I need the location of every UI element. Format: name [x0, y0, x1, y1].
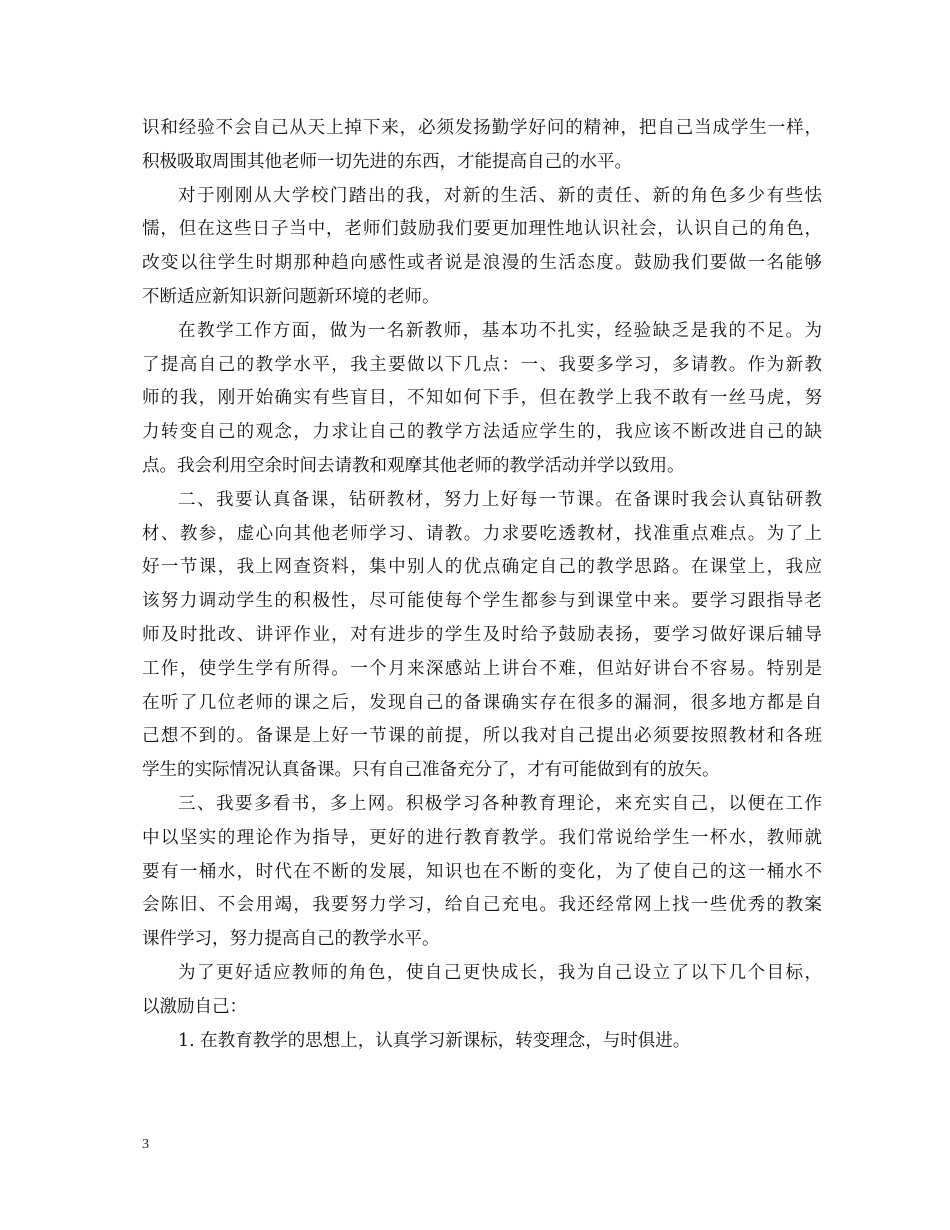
text-line: 不断适应新知识新问题新环境的老师。 — [142, 286, 440, 307]
text-line: 了提高自己的教学水平，我主要做以下几点：一、我要多学习，多请教。作为新教 — [142, 354, 822, 375]
text-line: 中以坚实的理论作为指导，更好的进行教育教学。我们常说给学生一杯水，教师就 — [142, 827, 822, 848]
text-line: 好一节课，我上网查资料，集中别人的优点确定自己的教学思路。在课堂上，我应 — [142, 557, 822, 578]
text-line: 在教学工作方面，做为一名新教师，基本功不扎实，经验缺乏是我的不足。为 — [178, 320, 822, 341]
text-line: 懦，但在这些日子当中，老师们鼓励我们要更加理性地认识社会，认识自己的角色， — [142, 219, 822, 240]
text-line: 改变以往学生时期那种趋向感性或者说是浪漫的生活态度。鼓励我们要做一名能够 — [142, 253, 822, 274]
text-line: 在听了几位老师的课之后，发现自己的备课确实存在很多的漏洞，很多地方都是自 — [142, 692, 822, 713]
text-line: 要有一桶水，时代在不断的发展，知识也在不断的变化，为了使自己的这一桶水不 — [142, 861, 822, 882]
text-line: 己想不到的。备课是上好一节课的前提，所以我对自己提出必须要按照教材和各班 — [142, 726, 822, 747]
text-line: 工作，使学生学有所得。一个月来深感站上讲台不难，但站好讲台不容易。特别是 — [142, 658, 822, 679]
text-line: 师的我，刚开始确实有些盲目，不知如何下手，但在教学上我不敢有一丝马虎，努 — [142, 388, 822, 409]
document-body — [142, 112, 822, 1058]
text-line: 力转变自己的观念，力求让自己的教学方法适应学生的，我应该不断改进自己的缺 — [142, 422, 822, 443]
text-line: 以激励自己： — [142, 996, 247, 1017]
page-number: 3 — [142, 1137, 149, 1152]
text-line: 材、教参，虚心向其他老师学习、请教。力求要吃透教材，找准重点难点。为了上 — [142, 523, 822, 544]
text-line: 课件学习，努力提高自己的教学水平。 — [142, 929, 440, 950]
text-line: 1. 在教育教学的思想上，认真学习新课标，转变理念，与时俱进。 — [178, 1030, 691, 1051]
text-line: 点。我会利用空余时间去请教和观摩其他老师的教学活动并学以致用。 — [142, 455, 685, 476]
text-line: 二、我要认真备课，钻研教材，努力上好每一节课。在备课时我会认真钻研教 — [178, 489, 822, 510]
text-line: 会陈旧、不会用竭，我要努力学习，给自己充电。我还经常网上找一些优秀的教案 — [142, 895, 822, 916]
text-line: 学生的实际情况认真备课。只有自己准备充分了，才有可能做到有的放矢。 — [142, 760, 720, 781]
text-line: 积极吸取周围其他老师一切先进的东西，才能提高自己的水平。 — [142, 151, 632, 172]
text-line: 师及时批改、讲评作业，对有进步的学生及时给予鼓励表扬，要学习做好课后辅导 — [142, 624, 822, 645]
text-line: 该努力调动学生的积极性，尽可能使每个学生都参与到课堂中来。要学习跟指导老 — [142, 591, 822, 612]
text-line: 识和经验不会自己从天上掉下来，必须发扬勤学好问的精神，把自己当成学生一样， — [142, 118, 822, 138]
text-line: 对于刚刚从大学校门踏出的我，对新的生活、新的责任、新的角色多少有些怯 — [178, 185, 822, 206]
text-line: 三、我要多看书，多上网。积极学习各种教育理论，来充实自己，以便在工作 — [178, 793, 822, 814]
text-line: 为了更好适应教师的角色，使自己更快成长，我为自己设立了以下几个目标， — [178, 962, 822, 983]
